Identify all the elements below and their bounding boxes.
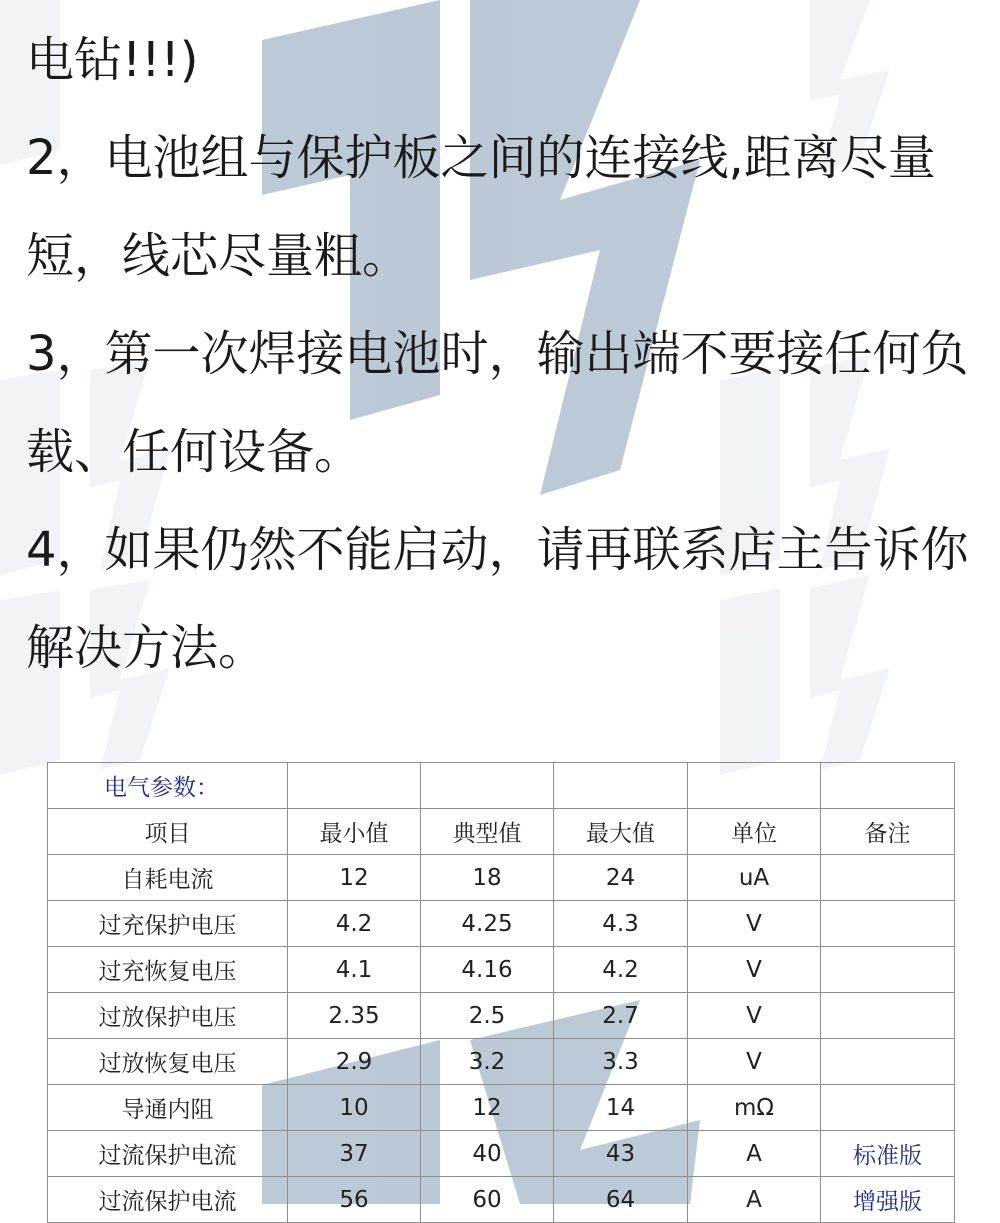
instruction-line: 载、任何设备。	[26, 424, 363, 480]
table-cell: 2.35	[288, 993, 421, 1039]
table-cell: 4.2	[288, 901, 421, 947]
table-cell: 18	[421, 855, 554, 901]
instruction-line: 解决方法。	[26, 620, 267, 676]
table-cell: 4.16	[421, 947, 554, 993]
table-title: 电气参数：	[48, 763, 288, 809]
table-cell: 过放保护电压	[48, 993, 288, 1039]
table-cell: V	[688, 901, 821, 947]
table-cell	[821, 1085, 955, 1131]
table-cell: V	[688, 947, 821, 993]
table-cell: 2.5	[421, 993, 554, 1039]
table-cell: 24	[554, 855, 688, 901]
table-cell: V	[688, 993, 821, 1039]
table-row	[48, 993, 955, 1039]
table-cell: 4.3	[554, 901, 688, 947]
table-cell	[821, 855, 955, 901]
table-cell: 4.25	[421, 901, 554, 947]
table-cell: 56	[288, 1177, 421, 1223]
table-cell: 过流保护电流	[48, 1177, 288, 1223]
table-cell: 2.9	[288, 1039, 421, 1085]
column-header: 最小值	[288, 809, 421, 855]
table-row	[48, 947, 955, 993]
instruction-line: 短，线芯尽量粗。	[26, 228, 411, 284]
table-title-row	[48, 763, 955, 809]
table-row	[48, 1131, 955, 1177]
column-header: 备注	[821, 809, 955, 855]
table-cell: 4.2	[554, 947, 688, 993]
table-row	[48, 1085, 955, 1131]
table-cell	[821, 1039, 955, 1085]
table-cell: 2.7	[554, 993, 688, 1039]
table-cell: A	[688, 1177, 821, 1223]
table-row	[48, 855, 955, 901]
table-cell: 10	[288, 1085, 421, 1131]
table-cell: 标准版	[821, 1131, 955, 1177]
table-cell	[821, 993, 955, 1039]
table-cell: 过放恢复电压	[48, 1039, 288, 1085]
table-cell: A	[688, 1131, 821, 1177]
instruction-line: 电钻!!!)	[26, 32, 199, 88]
column-header: 项目	[48, 809, 288, 855]
table-cell	[821, 947, 955, 993]
table-cell: 60	[421, 1177, 554, 1223]
instruction-line: 2，电池组与保护板之间的连接线,距离尽量	[26, 130, 936, 186]
table-cell: 14	[554, 1085, 688, 1131]
table-cell: 64	[554, 1177, 688, 1223]
table-cell: 过流保护电流	[48, 1131, 288, 1177]
table-cell: 43	[554, 1131, 688, 1177]
table-header-row	[48, 809, 955, 855]
table-cell: 过充恢复电压	[48, 947, 288, 993]
instruction-line: 4，如果仍然不能启动，请再联系店主告诉你	[26, 522, 969, 578]
table-cell: 过充保护电压	[48, 901, 288, 947]
table-cell: 12	[288, 855, 421, 901]
instruction-line: 3，第一次焊接电池时，输出端不要接任何负	[26, 326, 969, 382]
table-cell: 增强版	[821, 1177, 955, 1223]
column-header: 单位	[688, 809, 821, 855]
table-cell: V	[688, 1039, 821, 1085]
table-cell: 37	[288, 1131, 421, 1177]
table-cell: 3.3	[554, 1039, 688, 1085]
table-cell: 12	[421, 1085, 554, 1131]
table-cell: mΩ	[688, 1085, 821, 1131]
table-cell: uA	[688, 855, 821, 901]
table-cell: 4.1	[288, 947, 421, 993]
table-cell: 自耗电流	[48, 855, 288, 901]
table-row	[48, 1039, 955, 1085]
table-row	[48, 901, 955, 947]
column-header: 最大值	[554, 809, 688, 855]
table-row	[48, 1177, 955, 1223]
table-cell: 40	[421, 1131, 554, 1177]
table-cell	[821, 901, 955, 947]
table-cell: 3.2	[421, 1039, 554, 1085]
column-header: 典型值	[421, 809, 554, 855]
electrical-parameters-table	[47, 762, 955, 1223]
table-cell: 导通内阻	[48, 1085, 288, 1131]
